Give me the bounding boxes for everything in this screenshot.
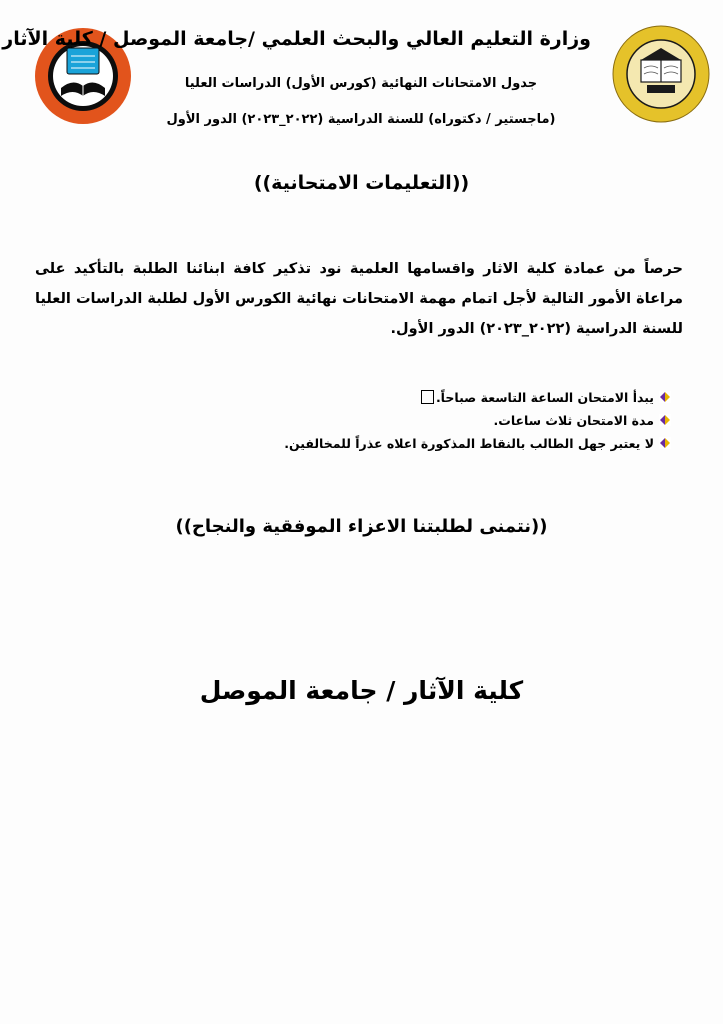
list-item: [251, 386, 671, 409]
arrow-bullet-icon: [659, 437, 671, 449]
college-of-archaeology-seal: [611, 24, 711, 124]
header-schedule-line: جدول الامتحانات النهائية (كورس الأول) الدراسات العليا: [184, 76, 538, 91]
bullet-text: مدة الامتحان ثلاث ساعات.: [493, 413, 654, 428]
closing-wish: ((نتمنى لطلبتنا الاعزاء الموفقية والنجاح)): [175, 516, 548, 537]
bullet-text: لا يعتبر جهل الطالب بالنقاط المذكورة اعلاه عذراً للمخالفين.: [284, 436, 654, 451]
signature: كلية الآثار / جامعة الموصل: [199, 676, 524, 705]
list-item: [251, 409, 671, 432]
list-item: [251, 432, 671, 455]
arrow-bullet-icon: [659, 414, 671, 426]
empty-box-icon: [421, 390, 434, 404]
header-ministry-line: وزارة التعليم العالي والبحث العلمي /جامعة الموصل / كلية الآثار: [2, 28, 591, 50]
intro-paragraph: حرصاً من عمادة كلية الاثار واقسامها العلمية نود تذكير كافة ابنائنا الطلبة بالتأكيد على مراعاة الأمور التالية لأجل اتمام مهمة الامتحانات نهائية الكورس الأول لطلبة الدراسات العليا للسنة الدراسية (٢٠٢٢_٢٠٢٣) الدور الأول.: [35, 261, 683, 337]
instructions-list: [251, 386, 671, 455]
instructions-title: ((التعليمات الامتحانية)): [253, 172, 470, 194]
header-year-line: (ماجستير / دكتوراه) للسنة الدراسية (٢٠٢٢_٢٠٢٣) الدور الأول: [166, 112, 556, 127]
arrow-bullet-icon: [659, 391, 671, 403]
bullet-text: يبدأ الامتحان الساعة التاسعة صباحاً.: [435, 390, 654, 405]
